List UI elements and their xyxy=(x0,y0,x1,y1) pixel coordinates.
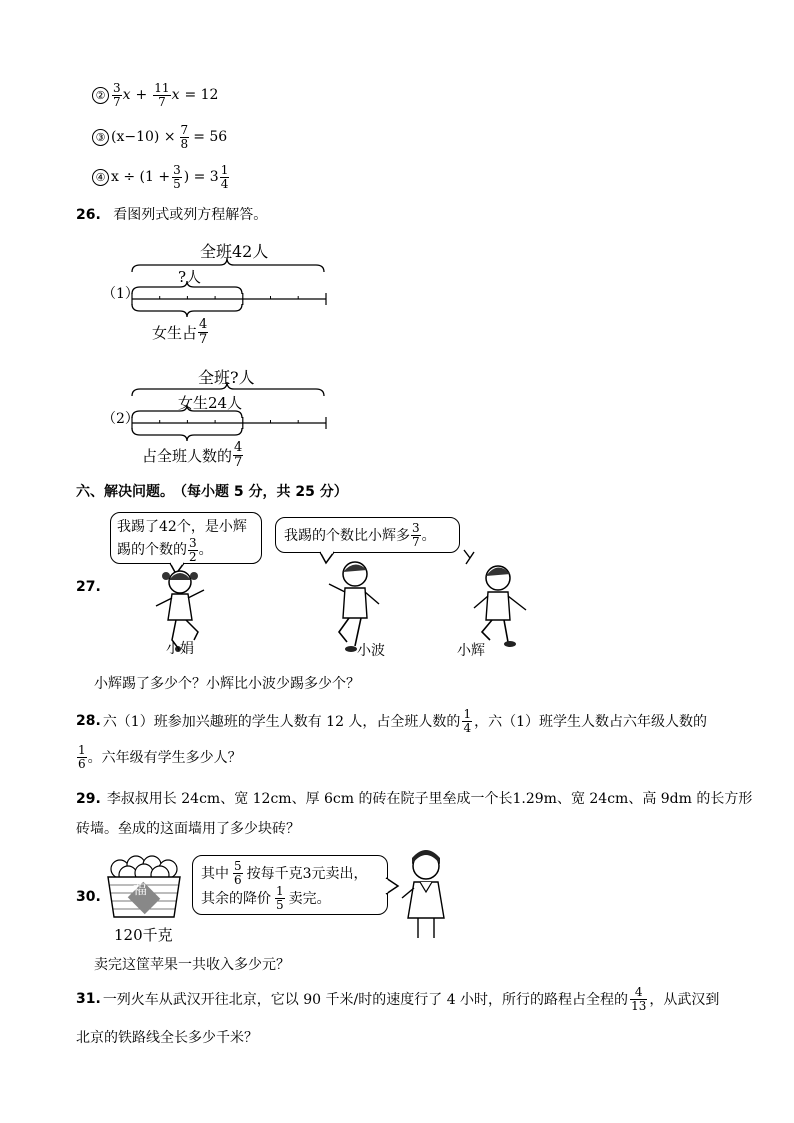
boy-xiaohui-illustration xyxy=(460,548,530,653)
question-31-line1: 31. 一列火车从武汉开往北京，它以 90 千米/时的速度行了 4 小时，所行的路程占全程的 $\frac{4}{13}$ ，从武汉到 xyxy=(76,985,720,1013)
diagram-1-segment xyxy=(130,262,330,322)
boy-xiaobo-illustration xyxy=(325,556,385,659)
circled-number: ② xyxy=(92,87,109,104)
question-29-line2: 砖墙。垒成的这面墙用了多少块砖？ xyxy=(76,821,300,837)
diagram-2-total-label: 全班?人 xyxy=(198,368,255,387)
equation-2: ② $\frac{3}{7}$ x + $\frac{11}{7}$ x = 12 xyxy=(92,82,218,108)
diagram-2-segment xyxy=(130,386,330,446)
question-27-number: 27. xyxy=(76,579,101,595)
name-label-xiaojuan: 小娟 xyxy=(166,641,194,657)
section-6-heading: 六、解决问题。 （每小题 5 分，共 25 分） xyxy=(76,484,348,500)
question-29-line1: 29. 李叔叔用长 24cm、宽 12cm、厚 6cm 的砖在院子里垒成一个长1.29m、宽 24cm、高 9dm 的长方形 xyxy=(76,791,753,807)
equation-3: ③ (x−10) × $\frac{7}{8}$ = 56 xyxy=(92,124,227,150)
diagram-1-total-label: 全班42人 xyxy=(200,242,269,261)
fraction: $\frac{7}{8}$ xyxy=(180,123,189,151)
diagram-1-part-label: ?人 xyxy=(178,268,202,286)
fraction: $\frac{11}{7}$ xyxy=(154,81,170,109)
diagram-2-label: （2） xyxy=(102,411,139,427)
equation-4: ④ x ÷ (1 + $\frac{3}{5}$ ) = 3 $\frac{1}{4}$ xyxy=(92,164,230,190)
question-28-line2: $\frac{1}{6}$ 。六年级有学生多少人？ xyxy=(78,743,242,771)
fraction: $\frac{3}{7}$ xyxy=(113,81,121,109)
basket-character: 福 xyxy=(133,882,147,898)
diagram-1-label: （1） xyxy=(102,286,139,302)
girl-illustration xyxy=(398,848,450,940)
diagram-1-bottom-label: 女生占 $\frac{4}{7}$ xyxy=(152,317,208,347)
diagram-2-bottom-label: 占全班人数的 $\frac{4}{7}$ xyxy=(142,440,243,470)
question-26: 26. 看图列式或列方程解答。 xyxy=(76,207,268,223)
circled-number: ③ xyxy=(92,129,109,146)
basket-weight: 120千克 xyxy=(114,926,173,944)
speech-bubble-xiaobo: 我踢的个数比小辉多 $\frac{3}{7}$ 。 xyxy=(275,517,460,553)
name-label-xiaohui: 小辉 xyxy=(457,643,485,659)
question-30-text: 卖完这筐苹果一共收入多少元？ xyxy=(94,957,290,973)
question-28-line1: 28. 六（1）班参加兴趣班的学生人数有 12 人，占全班人数的 $\frac{1}{4}$ ，六（1）班学生人数占六年级人数的 xyxy=(76,707,707,735)
question-27-text: 小辉踢了多少个？小辉比小波少踢多少个？ xyxy=(94,676,360,692)
circled-number: ④ xyxy=(92,169,109,186)
question-31-line2: 北京的铁路线全长多少千米？ xyxy=(76,1030,258,1046)
question-30-number: 30. xyxy=(76,889,101,905)
fraction: $\frac{3}{5}$ xyxy=(173,163,181,191)
diagram-2-part-label: 女生24人 xyxy=(178,394,243,412)
speech-bubble-girl: 其中 $\frac{5}{6}$ 按每千克3元卖出， 其余的降价 $\frac{1}{5}$ 卖完。 xyxy=(192,855,388,915)
speech-bubble-xiaojuan: 我踢了42个，是小辉 踢的个数的 $\frac{3}{2}$ 。 xyxy=(110,512,262,564)
name-label-xiaobo: 小波 xyxy=(357,643,385,659)
fraction: $\frac{1}{4}$ xyxy=(220,163,229,191)
